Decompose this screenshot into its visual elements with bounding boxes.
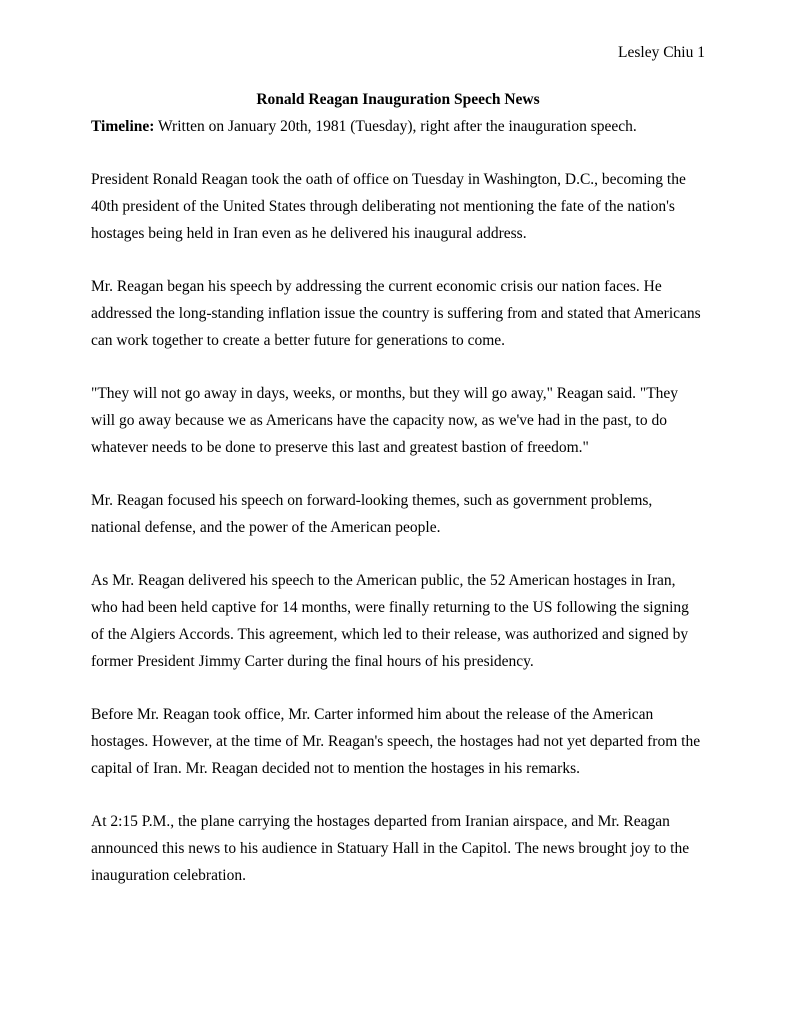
page-header — [91, 39, 705, 66]
paragraph-economic-crisis: Mr. Reagan began his speech by addressing the current economic crisis our nation faces. He addressed the long-standing inflation issue the country is suffering from and stated that Americans can work together to create a better future for generations to come. — [91, 278, 701, 349]
document-title: Ronald Reagan Inauguration Speech News — [256, 91, 540, 108]
paragraph-quote: "They will not go away in days, weeks, or months, but they will go away," Reagan said. "They will go away because we as Americans have the capacity now, as we've had in the past, to do whatever needs to be done to preserve this last and greatest bastion of freedom." — [91, 385, 679, 456]
paragraph-hostages-release: As Mr. Reagan delivered his speech to the American public, the 52 American hostages in Iran, who had been held captive for 14 months, were finally returning to the US following the signing of the Algiers Accords. This agreement, which led to their release, was authorized and signed by former President Jimmy Carter during the final hours of his presidency. — [91, 572, 689, 670]
timeline-text: Written on January 20th, 1981 (Tuesday), right after the inauguration speech. — [154, 118, 637, 135]
header-author-page-number: Lesley Chiu 1 — [618, 44, 705, 61]
paragraph-themes: Mr. Reagan focused his speech on forward-looking themes, such as government problems, national defense, and the power of the American people. — [91, 492, 653, 536]
paragraph-plane-departure: At 2:15 P.M., the plane carrying the hostages departed from Iranian airspace, and Mr. Reagan announced this news to his audience in Statuary Hall in the Capitol. The news brought joy to the inauguration celebration. — [91, 813, 690, 884]
document-body — [91, 166, 705, 889]
paragraph-oath-of-office: President Ronald Reagan took the oath of office on Tuesday in Washington, D.C., becoming the 40th president of the United States through deliberating not mentioning the fate of the nation's hostages being held in Iran even as he delivered his inaugural address. — [91, 171, 686, 242]
timeline-line — [91, 113, 705, 140]
timeline-label: Timeline: — [91, 118, 155, 135]
paragraph-carter-informed: Before Mr. Reagan took office, Mr. Carter informed him about the release of the American hostages. However, at the time of Mr. Reagan's speech, the hostages had not yet departed from the capital of Iran. Mr. Reagan decided not to mention the hostages in his remarks. — [91, 706, 701, 777]
